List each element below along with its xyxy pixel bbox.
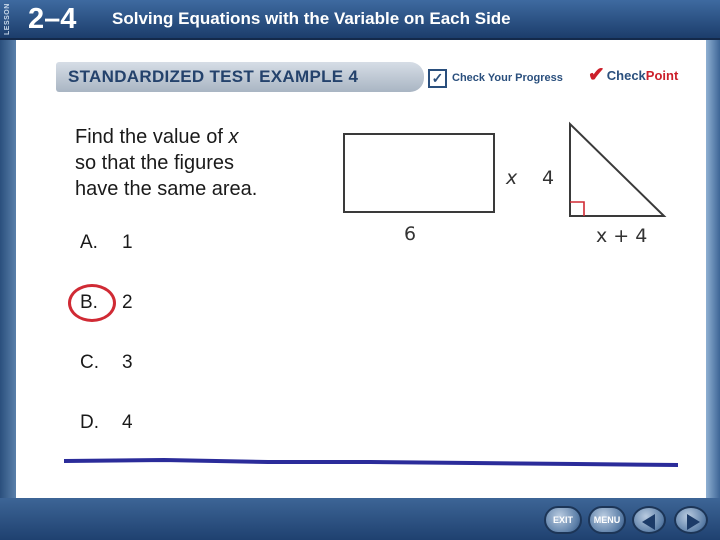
- check-your-progress-link[interactable]: [428, 66, 563, 90]
- exit-button[interactable]: EXIT: [544, 506, 582, 534]
- next-button[interactable]: [674, 506, 708, 534]
- previous-button[interactable]: [632, 506, 666, 534]
- answer-choice-a[interactable]: [80, 228, 280, 258]
- question-text: [75, 124, 335, 202]
- lesson-title: Solving Equations with the Variable on Each Side: [112, 9, 511, 28]
- answer-value: 3: [122, 352, 133, 373]
- rectangle-height-label: x: [506, 167, 518, 189]
- answer-choice-b[interactable]: [80, 288, 280, 318]
- checkpoint-check-text: Check: [606, 67, 646, 83]
- checkpoint-icon: ✔: [588, 64, 605, 86]
- answer-letter: A.: [80, 232, 98, 253]
- menu-button[interactable]: MENU: [588, 506, 626, 534]
- right-edge: [706, 0, 720, 540]
- checkpoint-logo[interactable]: [588, 60, 678, 90]
- check-your-progress-label: Check Your Progress: [452, 72, 563, 84]
- answer-value: 1: [122, 232, 133, 253]
- header-bar: [0, 0, 720, 40]
- answer-letter: B.: [80, 292, 98, 313]
- left-edge: [0, 0, 16, 540]
- question-line-3: have the same area.: [75, 178, 258, 200]
- lesson-label: LESSON: [4, 3, 11, 35]
- answer-letter: C.: [80, 352, 99, 373]
- geometry-figures: [330, 118, 690, 250]
- answer-choice-d[interactable]: [80, 408, 280, 438]
- answer-value: 4: [122, 412, 133, 433]
- answer-choice-c[interactable]: [80, 348, 280, 378]
- example-banner: STANDARDIZED TEST EXAMPLE 4: [56, 62, 424, 92]
- underline-rule: [64, 458, 678, 470]
- question-variable: x: [228, 126, 239, 148]
- right-arrow-icon: [687, 514, 700, 530]
- answer-list: [80, 228, 280, 468]
- answer-value: 2: [122, 292, 133, 313]
- triangle-base-label: x + 4: [596, 225, 648, 247]
- lesson-number: 2–4: [28, 3, 77, 35]
- question-line-1: Find the value of: [75, 126, 229, 148]
- correct-answer-ring: [68, 284, 116, 322]
- rectangle-width-label: 6: [404, 223, 417, 245]
- check-box-icon: ✓: [428, 69, 447, 88]
- checkpoint-point-text: Point: [645, 67, 679, 83]
- answer-letter: D.: [80, 412, 99, 433]
- left-arrow-icon: [642, 514, 655, 530]
- triangle-height-label: 4: [542, 167, 555, 189]
- question-line-2: so that the figures: [75, 152, 234, 174]
- rectangle-figure: [344, 134, 494, 212]
